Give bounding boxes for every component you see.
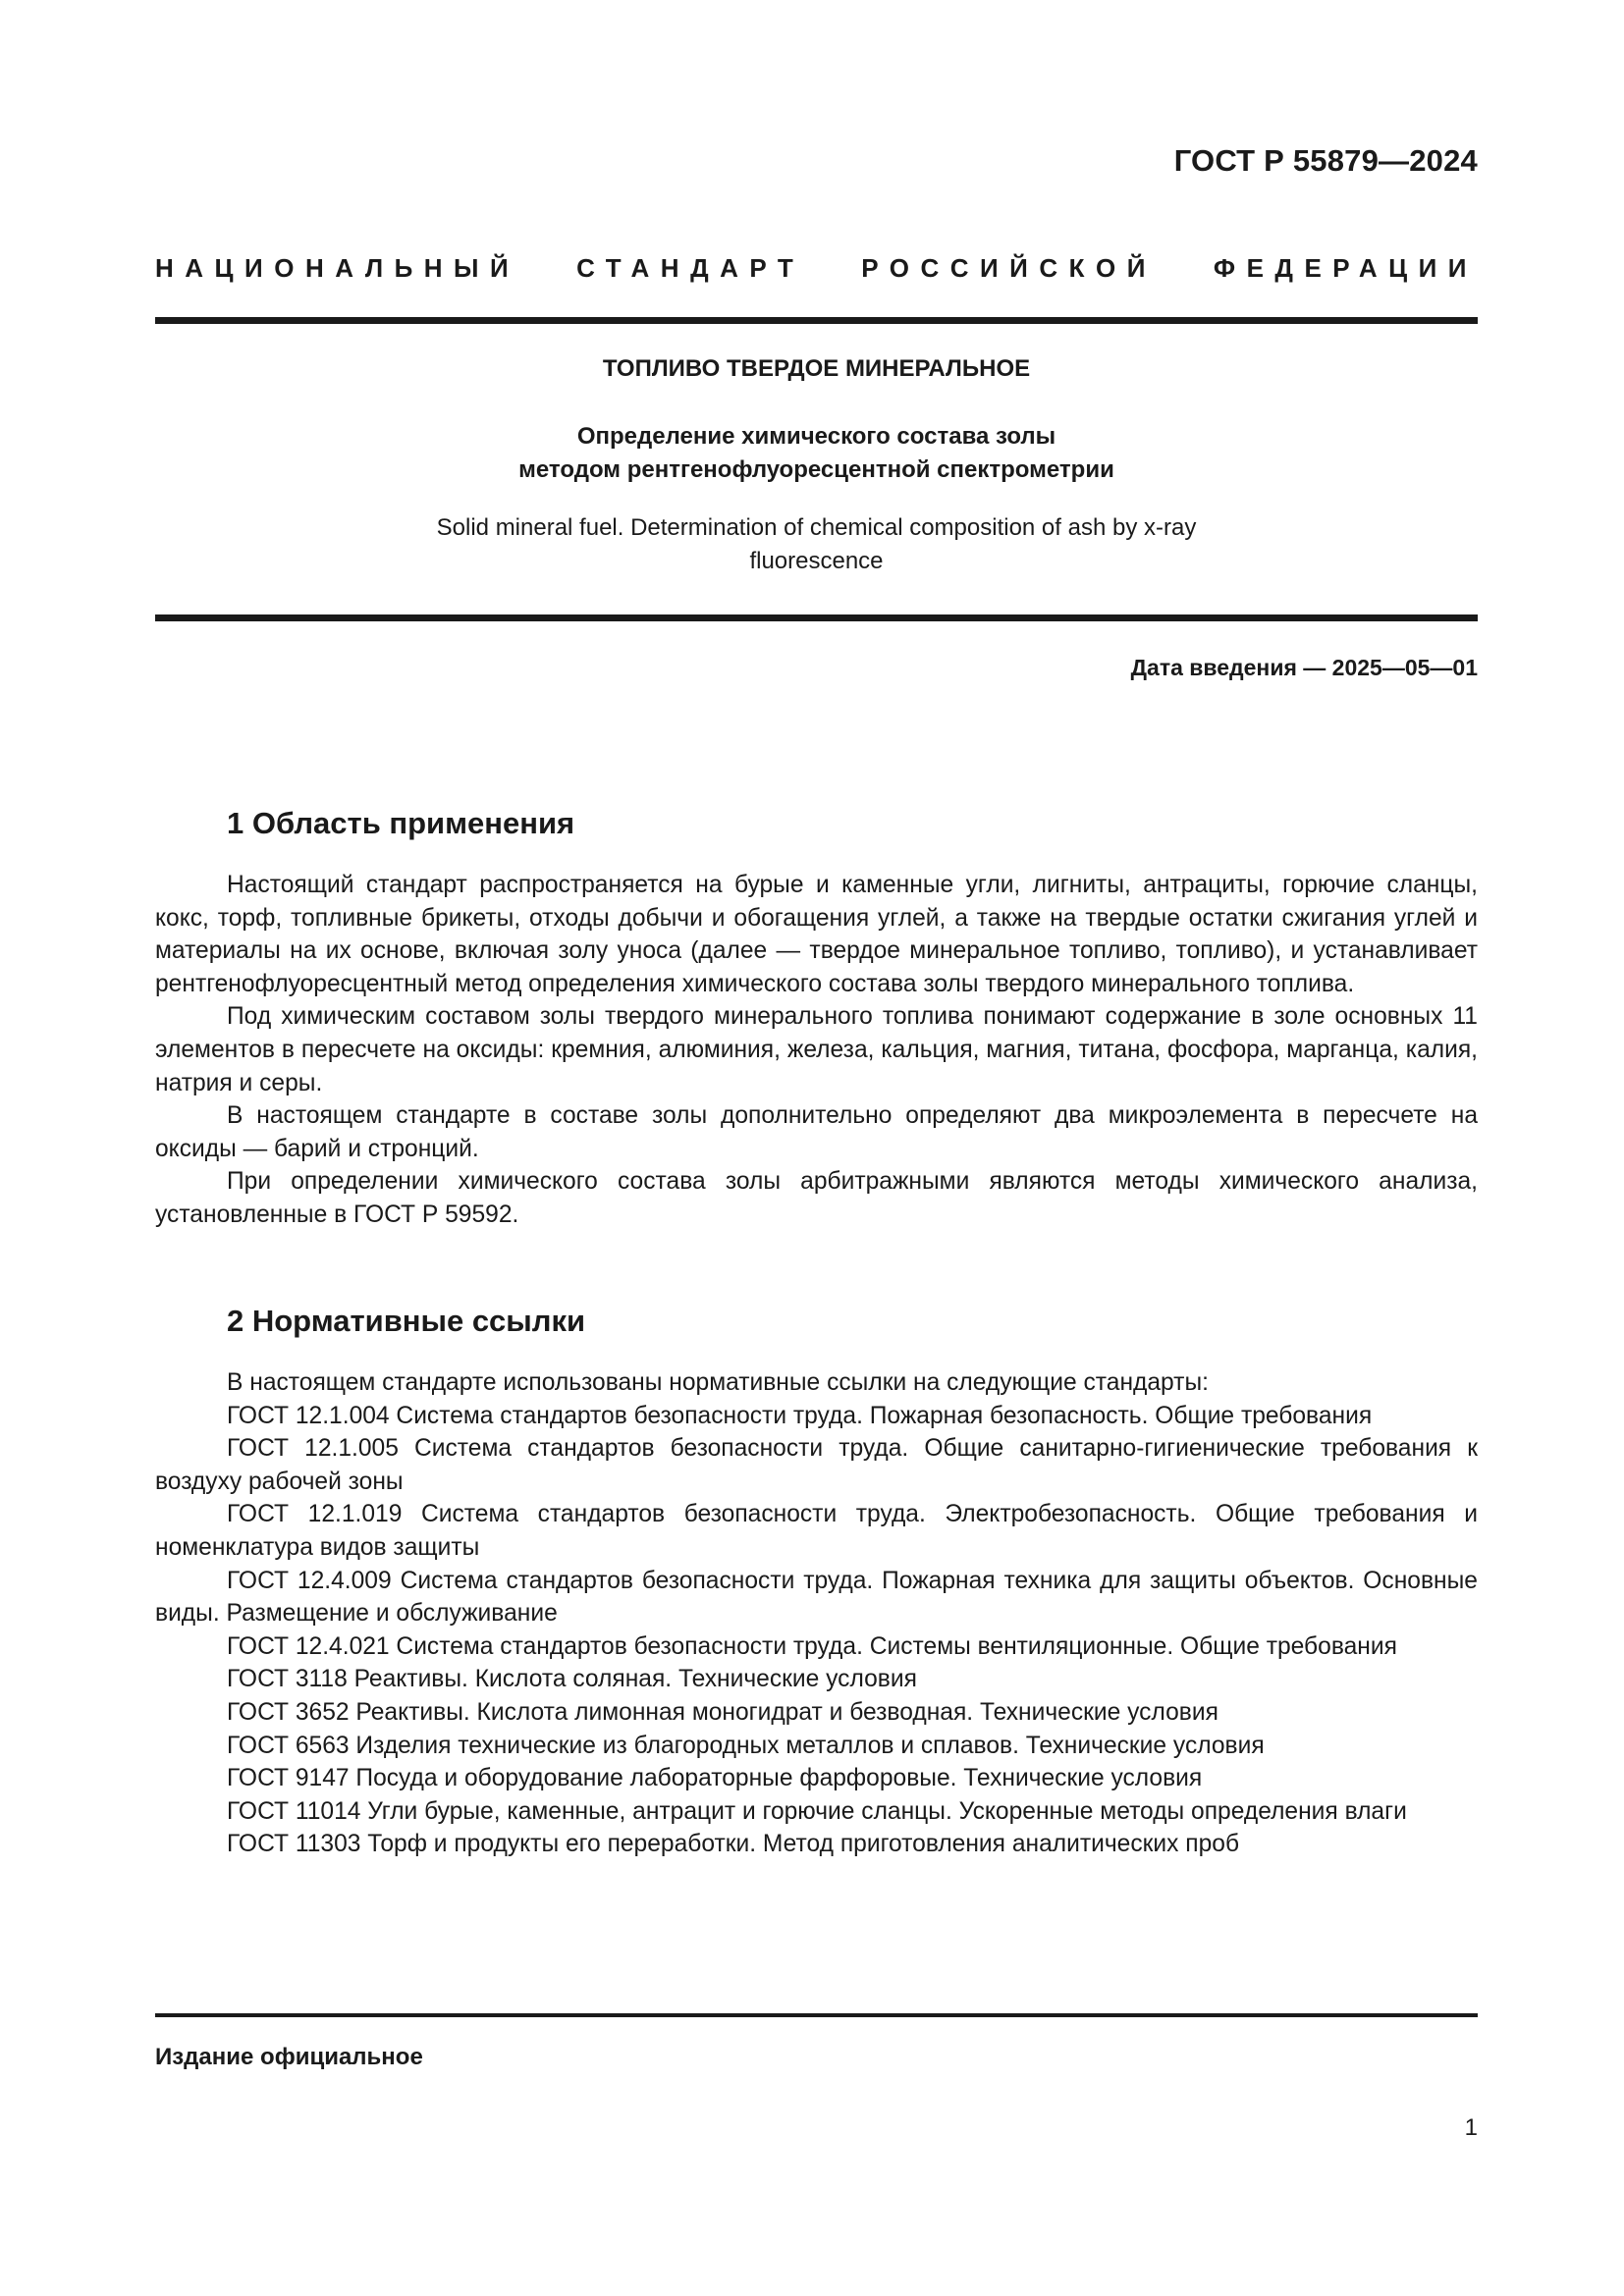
paragraph: Настоящий стандарт распространяется на бурые и каменные угли, лигниты, антрациты, горючие сланцы, кокс, торф, топливные брикеты, отходы добычи и обогащения углей, а также на твердые остатки сжигания углей и материалы на их основе, включая золу уноса (далее — твердое минеральное топливо, топливо), и устанавливает рентгенофлуоресцентный метод определения химического состава золы твердого минерального топлива.: [155, 872, 1478, 997]
document-subtitle: [155, 420, 1478, 487]
edition-label: Издание официальное: [155, 2044, 423, 2070]
page-number: 1: [1464, 2114, 1478, 2141]
document-title: ТОПЛИВО ТВЕРДОЕ МИНЕРАЛЬНОЕ: [602, 355, 1031, 382]
subtitle-line-2: методом рентгенофлуоресцентной спектрометрии: [518, 456, 1114, 483]
introduction-date: Дата введения — 2025—05—01: [1130, 655, 1478, 680]
english-title: [155, 511, 1478, 578]
document-number: ГОСТ Р 55879—2024: [1173, 143, 1478, 178]
reference-item: ГОСТ 12.4.009 Система стандартов безопасности труда. Пожарная техника для защиты объектов. Основные виды. Размещение и обслуживание: [155, 1567, 1478, 1628]
paragraph: Под химическим составом золы твердого минерального топлива понимают содержание в золе основных 11 элементов в пересчете на оксиды: кремния, алюминия, железа, кальция, магния, титана, фосфора, марганца, калия, натрия и серы.: [155, 1003, 1478, 1096]
paragraph: В настоящем стандарте в составе золы дополнительно определяют два микроэлемента в пересчете на оксиды — барий и стронций.: [155, 1102, 1478, 1162]
reference-item: ГОСТ 12.1.005 Система стандартов безопасности труда. Общие санитарно-гигиенические требования к воздуху рабочей зоны: [155, 1435, 1478, 1495]
paragraph: При определении химического состава золы арбитражными являются методы химического анализа, установленные в ГОСТ Р 59592.: [155, 1168, 1478, 1228]
title-divider: [155, 614, 1478, 621]
section-scope: [155, 804, 1478, 1232]
reference-item: ГОСТ 3118 Реактивы. Кислота соляная. Технические условия: [227, 1666, 917, 1693]
section-heading: 2 Нормативные ссылки: [227, 1304, 586, 1338]
english-title-line-2: fluorescence: [749, 548, 884, 574]
subtitle-line-1: Определение химического состава золы: [576, 423, 1056, 450]
reference-item: ГОСТ 12.1.004 Система стандартов безопасности труда. Пожарная безопасность. Общие требования: [227, 1402, 1373, 1429]
reference-item: ГОСТ 12.1.019 Система стандартов безопасности труда. Электробезопасность. Общие требования и номенклатура видов защиты: [155, 1501, 1478, 1561]
reference-item: ГОСТ 3652 Реактивы. Кислота лимонная моногидрат и безводная. Технические условия: [227, 1698, 1218, 1726]
reference-item: ГОСТ 11014 Угли бурые, каменные, антрацит и горючие сланцы. Ускоренные методы определения влаги: [227, 1797, 1407, 1825]
reference-item: ГОСТ 9147 Посуда и оборудование лабораторные фарфоровые. Технические условия: [227, 1765, 1203, 1792]
paragraph: В настоящем стандарте использованы нормативные ссылки на следующие стандарты:: [227, 1369, 1209, 1396]
reference-item: ГОСТ 12.4.021 Система стандартов безопасности труда. Системы вентиляционные. Общие требования: [227, 1632, 1397, 1660]
national-standard-banner: НАЦИОНАЛЬНЫЙ СТАНДАРТ РОССИЙСКОЙ ФЕДЕРАЦИИ: [155, 253, 1478, 283]
header-divider: [155, 317, 1478, 324]
section-normative-references: [155, 1302, 1478, 1861]
section-heading: 1 Область применения: [227, 806, 575, 840]
footer-divider: [155, 2013, 1478, 2017]
english-title-line-1: Solid mineral fuel. Determination of chemical composition of ash by x-ray: [436, 514, 1197, 541]
reference-item: ГОСТ 11303 Торф и продукты его переработки. Метод приготовления аналитических проб: [227, 1831, 1240, 1858]
reference-item: ГОСТ 6563 Изделия технические из благородных металлов и сплавов. Технические условия: [227, 1732, 1265, 1759]
